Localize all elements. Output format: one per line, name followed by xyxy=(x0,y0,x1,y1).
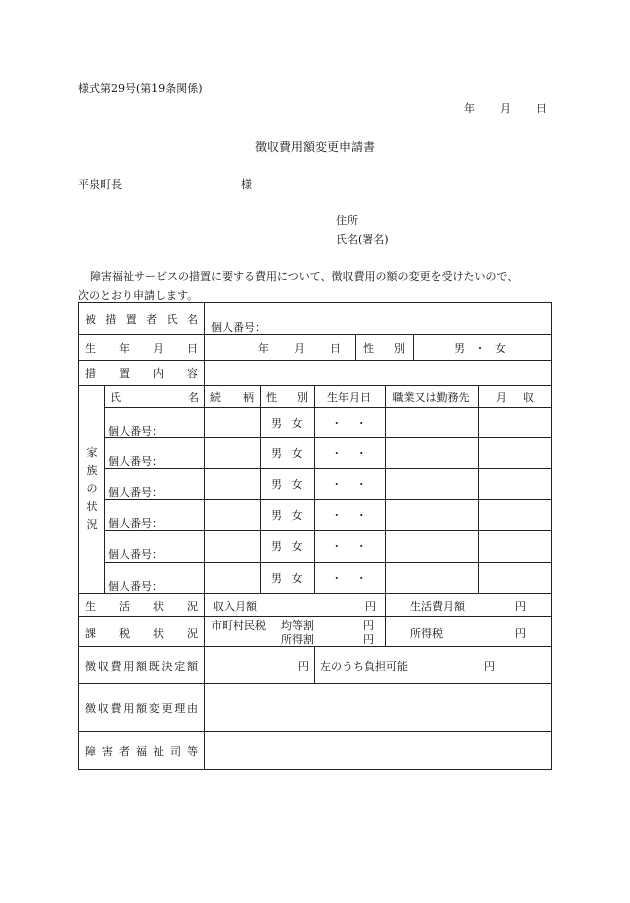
family-header-relation: 続 柄 xyxy=(210,391,254,404)
family-row-personal-number-label: 個人番号： xyxy=(108,517,163,530)
date-month-label: 月 xyxy=(500,102,511,115)
family-row-personal-number-label: 個人番号： xyxy=(108,425,163,438)
income-tax-yen: 円 xyxy=(515,627,526,640)
family-row-birthdate-dots: ・ ・ xyxy=(331,417,367,430)
living-cost-yen: 円 xyxy=(515,600,526,613)
income-based-label: 所得割 xyxy=(281,633,314,646)
tax-status-label: 課 税 状 況 xyxy=(85,627,198,640)
family-row-personal-number-label: 個人番号： xyxy=(108,548,163,561)
income-based-yen: 円 xyxy=(363,633,374,646)
current-amount-yen: 円 xyxy=(298,660,309,673)
welfare-officer-label: 障 害 者 福 祉 司 等 xyxy=(85,745,198,758)
subject-personal-number-label: 個人番号： xyxy=(211,321,266,334)
family-row-sex-options: 男 女 xyxy=(271,509,303,522)
signature-name-label: 氏名(署名) xyxy=(336,233,389,246)
body-text-line2: 次のとおり申請します。 xyxy=(78,289,199,302)
family-header-occupation: 職業又は勤務先 xyxy=(392,391,470,404)
per-capita-label: 均等割 xyxy=(281,619,314,632)
measure-label: 措 置 内 容 xyxy=(85,367,198,380)
date-day-label: 日 xyxy=(536,102,547,115)
change-reason-label: 徴 収 費 用 額 変 更 理 由 xyxy=(85,702,198,715)
family-row-birthdate-dots: ・ ・ xyxy=(331,540,367,553)
subject-name-label: 被 措 置 者 氏 名 xyxy=(85,313,198,326)
body-text-line1: 障害福祉サービスの措置に要する費用について、徴収費用の額の変更を受けたいので、 xyxy=(90,270,519,283)
monthly-income-label: 収入月額 xyxy=(213,600,257,613)
addressee-honorific: 様 xyxy=(241,178,252,191)
municipal-tax-label: 市町村民税 xyxy=(211,619,266,632)
birth-month-label: 月 xyxy=(294,342,305,355)
family-row-sex-options: 男 女 xyxy=(271,417,303,430)
payable-yen: 円 xyxy=(484,660,495,673)
family-row-personal-number-label: 個人番号： xyxy=(108,455,163,468)
living-status-label: 生 活 状 況 xyxy=(85,600,198,613)
sex-label: 性 別 xyxy=(363,342,405,355)
date-year-label: 年 xyxy=(464,102,475,115)
income-tax-label: 所得税 xyxy=(410,627,443,640)
family-header-birthdate: 生年月日 xyxy=(327,391,371,404)
family-row-birthdate-dots: ・ ・ xyxy=(331,509,367,522)
family-row-birthdate-dots: ・ ・ xyxy=(331,478,367,491)
addressee-town: 平泉町長 xyxy=(78,178,122,191)
payable-label: 左のうち負担可能 xyxy=(320,660,408,673)
family-row-sex-options: 男 女 xyxy=(271,572,303,585)
living-cost-label: 生活費月額 xyxy=(410,600,465,613)
family-status-label: 家族の状況 xyxy=(86,446,98,531)
family-row-sex-options: 男 女 xyxy=(271,540,303,553)
form-number: 様式第29号(第19条関係) xyxy=(78,82,203,95)
family-row-sex-options: 男 女 xyxy=(271,447,303,460)
monthly-income-yen: 円 xyxy=(365,600,376,613)
family-row-sex-options: 男 女 xyxy=(271,478,303,491)
birth-year-label: 年 xyxy=(258,342,269,355)
sex-options: 男 ・ 女 xyxy=(454,342,506,355)
family-row-personal-number-label: 個人番号： xyxy=(108,486,163,499)
per-capita-yen: 円 xyxy=(363,619,374,632)
family-header-income: 月 収 xyxy=(496,391,534,404)
family-row-birthdate-dots: ・ ・ xyxy=(331,572,367,585)
family-header-name: 氏 名 xyxy=(110,391,199,404)
document-title: 徴収費用額変更申請書 xyxy=(255,140,376,154)
birth-day-label: 日 xyxy=(330,342,341,355)
current-amount-label: 徴 収 費 用 額 既 決 定 額 xyxy=(85,660,198,673)
family-header-sex: 性 別 xyxy=(266,391,308,404)
birthdate-label: 生 年 月 日 xyxy=(85,342,198,355)
family-row-personal-number-label: 個人番号： xyxy=(108,580,163,593)
family-row-birthdate-dots: ・ ・ xyxy=(331,447,367,460)
address-label: 住所 xyxy=(336,214,358,227)
